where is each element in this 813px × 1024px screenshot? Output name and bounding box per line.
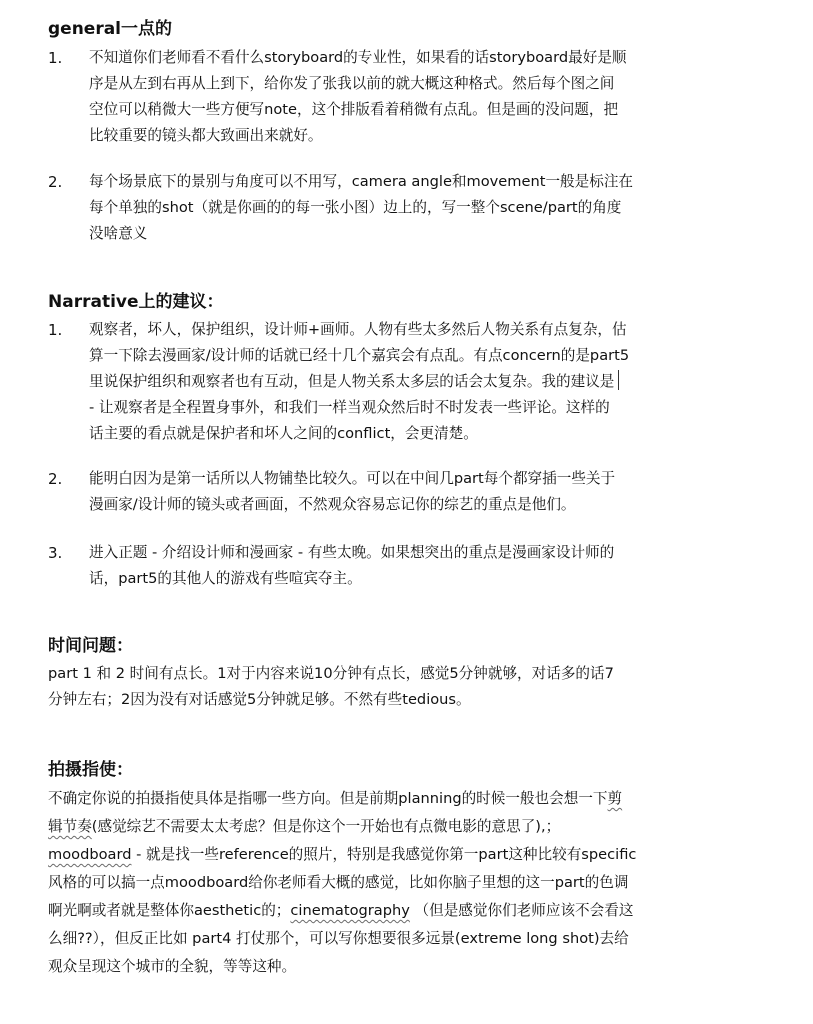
spellcheck-mark-jiezou: 辑节奏 <box>48 818 92 835</box>
shooting-line-2 <box>48 815 560 839</box>
shooting-line-6: 么细??），但反正比如 part4 打仗那个，可以写你想要很多远景(extreme long shot)去给 <box>48 930 629 947</box>
shooting-line-5-text-b: （但是感觉你们老师应该不会看这 <box>409 902 634 919</box>
shooting-line-2-text: (感觉综艺不需要太太考虑？但是你这个一开始也有点微电影的意思了),； <box>91 818 561 835</box>
text-cursor <box>618 370 619 390</box>
general-item-1-line-1: 不知道你们老师看不看什么storyboard的专业性，如果看的话storyboard最好是顺 <box>89 49 627 66</box>
shooting-line-4: 风格的可以搞一点moodboard给你老师看大概的感觉，比如你脑子里想的这一part的色调 <box>48 874 629 891</box>
narrative-item-2-line-2: 漫画家/设计师的镜头或者画面，不然观众容易忘记你的综艺的重点是他们。 <box>89 496 576 513</box>
shooting-line-5 <box>48 899 633 923</box>
narrative-item-1-line-3-text: 里说保护组织和观察者也有互动，但是人物关系太多层的话会太复杂。我的建议是 <box>89 373 615 390</box>
heading-narrative: Narrative上的建议： <box>48 292 224 312</box>
time-line-1: part 1 和 2 时间有点长。1对于内容来说10分钟有点长，感觉5分钟就够，对话多的话7 <box>48 665 614 682</box>
general-item-1-line-4: 比较重要的镜头都大致画出来就好。 <box>89 127 323 144</box>
narrative-item-1-line-3 <box>89 370 619 394</box>
general-item-2-line-1: 每个场景底下的景别与角度可以不用写，camera angle和movement一般是标注在 <box>89 173 634 190</box>
spellcheck-mark-cinematography: cinematography <box>290 902 410 919</box>
time-line-2: 分钟左右；2因为没有对话感觉5分钟就足够。不然有些tedious。 <box>48 691 471 708</box>
narrative-item-2-line-1: 能明白因为是第一话所以人物铺垫比较久。可以在中间几part每个都穿插一些关于 <box>89 470 616 487</box>
general-item-2-line-3: 没啥意义 <box>89 225 148 242</box>
narrative-item-1-line-4: - 让观察者是全程置身事外，和我们一样当观众然后时不时发表一些评论。这样的 <box>89 399 610 416</box>
narrative-item-3-line-2: 话，part5的其他人的游戏有些喧宾夺主。 <box>89 570 362 587</box>
general-item-2-line-2: 每个单独的shot（就是你画的的每一张小图）边上的，写一整个scene/part的角度 <box>89 199 622 216</box>
narrative-item-1-line-2: 算一下除去漫画家/设计师的话就已经十几个嘉宾会有点乱。有点concern的是part5 <box>89 347 630 364</box>
general-item-1-line-2: 序是从左到右再从上到下，给你发了张我以前的就大概这种格式。然后每个图之间 <box>89 75 615 92</box>
heading-shooting: 拍摄指使： <box>48 760 133 780</box>
heading-time: 时间问题： <box>48 636 133 656</box>
spellcheck-mark-moodboard: moodboard <box>48 846 132 863</box>
general-item-1-number: 1. <box>48 49 63 67</box>
narrative-item-3-number: 3. <box>48 544 63 562</box>
narrative-item-1-line-5: 话主要的看点就是保护者和坏人之间的conflict，会更清楚。 <box>89 425 478 442</box>
general-item-1-line-3: 空位可以稍微大一些方便写note，这个排版看着稍微有点乱。但是画的没问题，把 <box>89 101 619 118</box>
narrative-item-1-line-1: 观察者，坏人，保护组织，设计师+画师。人物有些太多然后人物关系有点复杂，估 <box>89 321 627 338</box>
heading-general: general一点的 <box>48 19 173 39</box>
narrative-item-1-number: 1. <box>48 321 63 339</box>
shooting-line-1-text: 不确定你说的拍摄指使具体是指哪一些方向。但是前期planning的时候一般也会想一下 <box>48 790 608 807</box>
shooting-line-1 <box>48 787 622 811</box>
shooting-line-3 <box>48 843 636 867</box>
spellcheck-mark-jian: 剪 <box>607 790 623 807</box>
narrative-item-3-line-1: 进入正题 - 介绍设计师和漫画家 - 有些太晚。如果想突出的重点是漫画家设计师的 <box>89 544 615 561</box>
narrative-item-2-number: 2. <box>48 470 63 488</box>
shooting-line-7: 观众呈现这个城市的全貌，等等这种。 <box>48 958 297 975</box>
shooting-line-3-text: - 就是找一些reference的照片，特别是我感觉你第一part这种比较有specific <box>131 846 637 863</box>
general-item-2-number: 2. <box>48 173 63 191</box>
shooting-line-5-text-a: 啊光啊或者就是整体你aesthetic的； <box>48 902 291 919</box>
